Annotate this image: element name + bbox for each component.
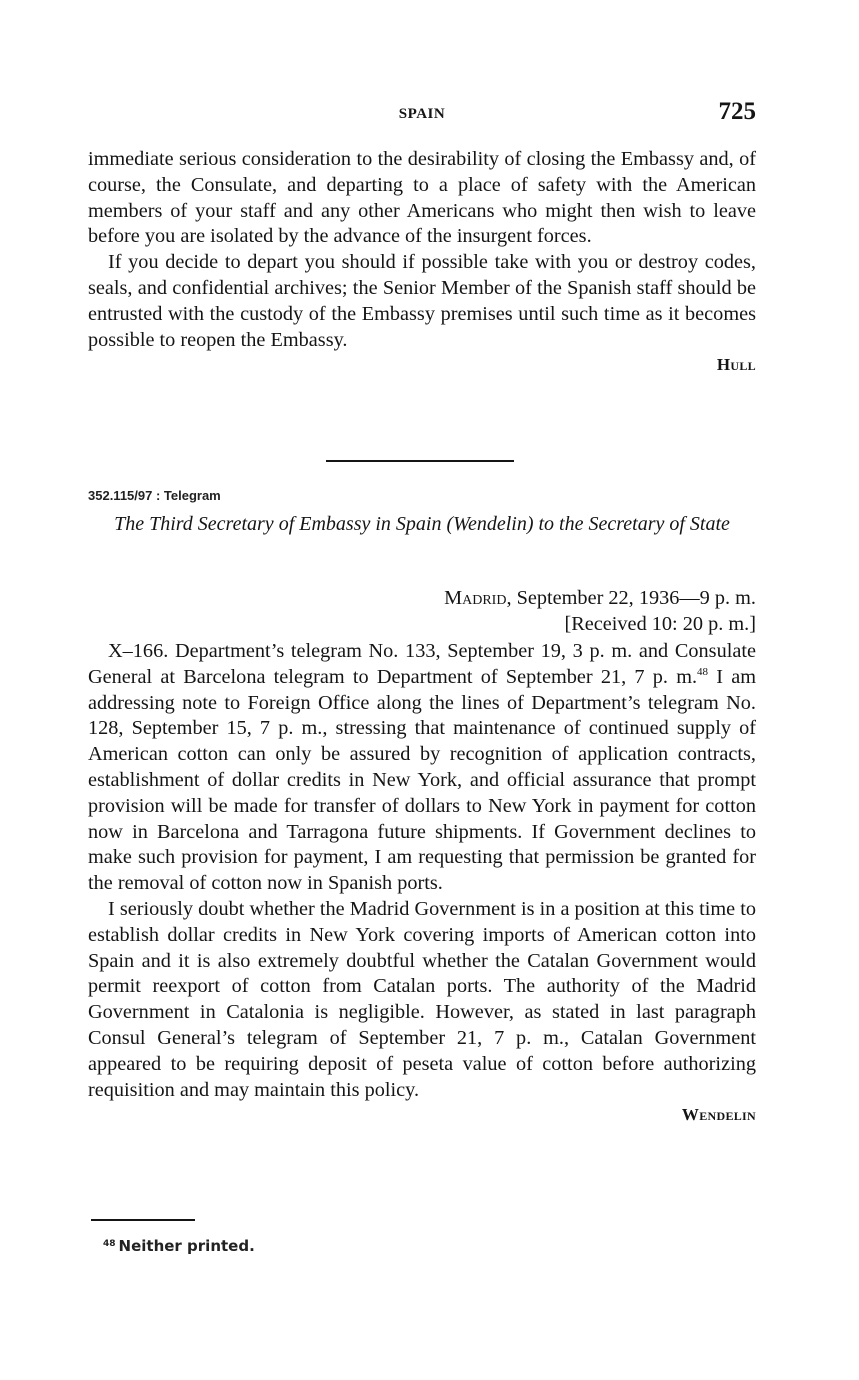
- footnote-marker: 48: [103, 1239, 116, 1249]
- footnote-text: Neither printed.: [118, 1237, 255, 1255]
- footnote: [103, 1237, 255, 1255]
- telegram-body: [88, 639, 756, 1125]
- signature-wendelin: Wendelin: [681, 1105, 756, 1125]
- telegram-paragraph: [88, 639, 756, 897]
- footnote-divider: [91, 1219, 195, 1221]
- signature-hull: Hull: [716, 355, 756, 375]
- file-reference: 352.115/97 : Telegram: [88, 488, 221, 503]
- running-head: [88, 98, 756, 134]
- section-divider: [326, 460, 514, 462]
- dateline-date: , September 22, 1936—9 p. m.: [506, 587, 756, 609]
- dateline-place: Madrid: [444, 587, 507, 609]
- continuation-block: [88, 147, 756, 375]
- telegram-text: X–166. Department’s telegram No. 133, September 19, 3 p. m. and Consulate General at Barcelona telegram to Department of September 21, 7 p. m.: [88, 640, 756, 688]
- footnote-reference: 48: [697, 665, 709, 678]
- continuation-paragraph: If you decide to depart you should if possible take with you or destroy codes, seals, and confidential archives; the Senior Member of the Spanish staff should be entrusted with the custody of the Embassy premises until such time as it becomes possible to reopen the Embassy.: [88, 251, 756, 351]
- telegram-paragraph: I seriously doubt whether the Madrid Government is in a position at this time to establish dollar credits in New York covering imports of American cotton into Spain and it is also extremely doubtful whether the Catalan Government would permit reexport of cotton from Catalan ports. The authority of the Madrid Government in Catalonia is negligible. However, as stated in last paragraph Consul General’s telegram of September 21, 7 p. m., Catalan Government appeared to be requiring deposit of peseta value of cotton before authorizing requisition and may maintain this policy.: [88, 897, 756, 1101]
- dateline: [444, 586, 756, 638]
- document-title: The Third Secretary of Embassy in Spain (Wendelin) to the Secretary of State: [114, 513, 730, 535]
- section-title: SPAIN: [398, 106, 446, 122]
- received-note: [Received 10: 20 p. m.]: [564, 612, 756, 635]
- continuation-paragraph: immediate serious consideration to the desirability of closing the Embassy and, of course, the Consulate, and departing to a place of safety with the American members of your staff and any other Americans who might then wish to leave before you are isolated by the advance of the insurgent forces.: [88, 148, 756, 248]
- page-number: 725: [718, 98, 756, 125]
- telegram-text: I am addressing note to Foreign Office along the lines of Department’s telegram No. 128, September 15, 7 p. m., stressing that maintenance of continued supply of American cotton can only be assured by recognition of application contracts, establishment of dollar credits in New York, and official assurance that prompt provision will be made for transfer of dollars to New York in payment for cotton now in Barcelona and Tarragona future shipments. If Government declines to make such provision for payment, I am requesting that permission be granted for the removal of cotton now in Spanish ports.: [88, 665, 757, 895]
